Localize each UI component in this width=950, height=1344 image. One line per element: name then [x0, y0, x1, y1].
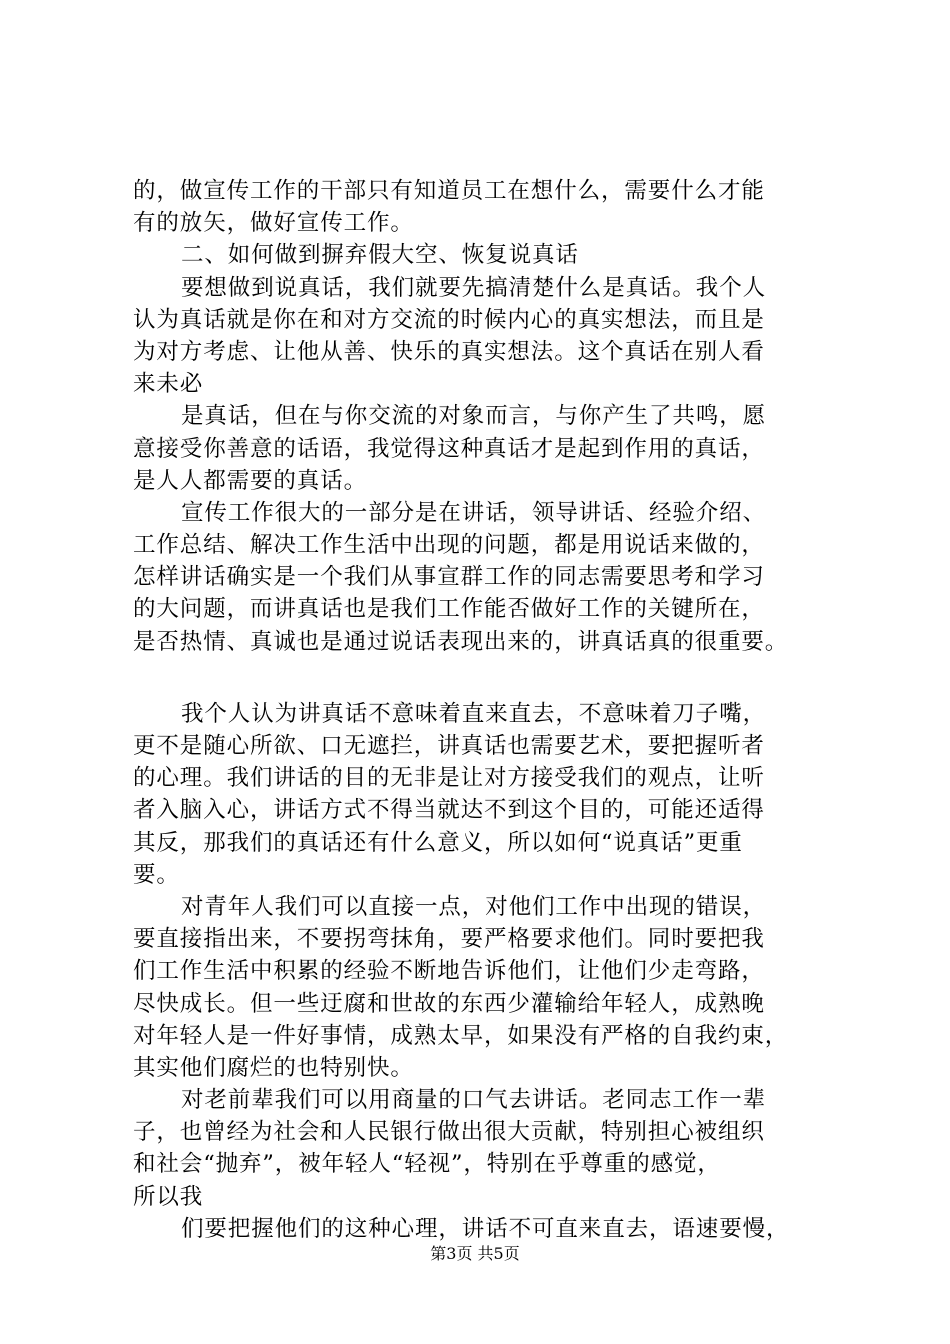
text-line: 尽快成长。但一些迂腐和世故的东西少灌输给年轻人，成熟晚 [133, 990, 765, 1017]
text-line: 的，做宣传工作的干部只有知道员工在想什么，需要什么才能 [133, 178, 765, 204]
text-line: 来未必 [133, 371, 204, 398]
text-line: 要。 [133, 861, 180, 888]
text-line: 的心理。我们讲话的目的无非是让对方接受我们的观点，让听 [133, 765, 765, 792]
text-line: 子，也曾经为社会和人民银行做出很大贡献，特别担心被组织 [133, 1119, 765, 1146]
text-line: 怎样讲话确实是一个我们从事宣群工作的同志需要思考和学习 [133, 564, 765, 591]
text-line: 们工作生活中积累的经验不断地告诉他们，让他们少走弯路， [133, 958, 765, 985]
text-line: 更不是随心所欲、口无遮拦，讲真话也需要艺术，要把握听者 [133, 733, 765, 759]
text-line: 是否热情、真诚也是通过说话表现出来的，讲真话真的很重要。 [133, 628, 789, 655]
text-line: 们要把握他们的这种心理，讲话不可直来直去，语速要慢， [181, 1215, 790, 1242]
page-footer: 第3页 共5页 [430, 1244, 520, 1263]
text-line: 对年轻人是一件好事情，成熟太早，如果没有严格的自我约束， [133, 1022, 789, 1049]
text-line: 者入脑入心，讲话方式不得当就达不到这个目的，可能还适得 [133, 797, 765, 824]
text-line: 认为真话就是你在和对方交流的时候内心的真实想法，而且是 [133, 306, 765, 333]
text-line: 和社会“抛弃”，被年轻人“轻视”，特别在乎尊重的感觉， [133, 1151, 721, 1178]
text-line: 宣传工作很大的一部分是在讲话，领导讲话、经验介绍、 [181, 499, 767, 526]
text-line: 二、如何做到摒弃假大空、恢复说真话 [181, 242, 579, 269]
text-line: 是人人都需要的真话。 [133, 467, 368, 494]
text-line: 对青年人我们可以直接一点，对他们工作中出现的错误， [181, 893, 767, 920]
text-line: 对老前辈我们可以用商量的口气去讲话。老同志工作一辈 [181, 1087, 767, 1114]
text-line: 意接受你善意的话语，我觉得这种真话才是起到作用的真话， [133, 435, 765, 462]
blank-line [133, 658, 833, 698]
text-line: 其实他们腐烂的也特别快。 [133, 1054, 414, 1081]
text-line: 为对方考虑、让他从善、快乐的真实想法。这个真话在别人看 [133, 338, 765, 365]
text-line: 所以我 [133, 1183, 204, 1210]
document-body [133, 175, 833, 1245]
text-line: 有的放矢，做好宣传工作。 [133, 210, 414, 237]
text-line: 是真话，但在与你交流的对象而言，与你产生了共鸣，愿 [181, 403, 767, 430]
text-line: 要直接指出来，不要拐弯抹角，要严格要求他们。同时要把我 [133, 926, 765, 953]
text-line: 工作总结、解决工作生活中出现的问题，都是用说话来做的， [133, 532, 765, 559]
text-line: 我个人认为讲真话不意味着直来直去，不意味着刀子嘴， [181, 700, 767, 727]
text-line: 的大问题，而讲真话也是我们工作能否做好工作的关键所在， [133, 596, 765, 623]
text-line: 要想做到说真话，我们就要先搞清楚什么是真话。我个人 [181, 274, 767, 301]
text-line: 其反，那我们的真话还有什么意义，所以如何“说真话”更重 [133, 829, 743, 856]
